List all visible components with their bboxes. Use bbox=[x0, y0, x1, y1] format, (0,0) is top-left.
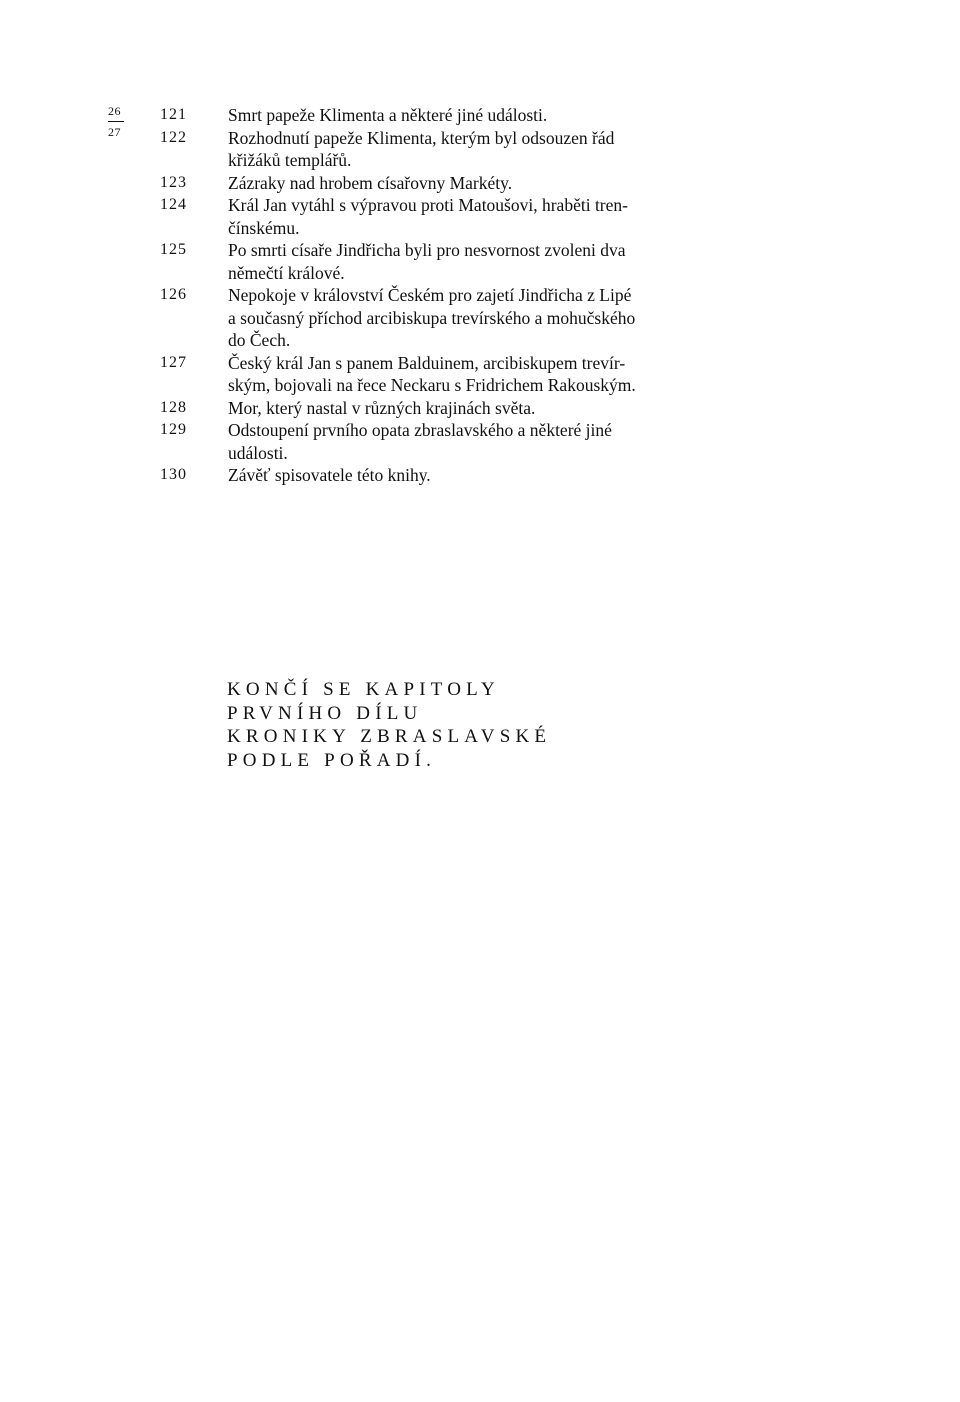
chapter-number: 127 bbox=[160, 353, 187, 371]
chapter-entry bbox=[160, 104, 720, 127]
chapter-entry bbox=[160, 419, 720, 464]
closing-line: PRVNÍHO DÍLU bbox=[227, 702, 423, 724]
page-reference-top: 26 bbox=[108, 104, 124, 122]
chapter-title: Po smrti císaře Jindřicha byli pro nesvornost zvoleni dva němečtí králové. bbox=[228, 240, 626, 283]
chapter-number: 123 bbox=[160, 173, 187, 191]
chapter-title: Rozhodnutí papeže Klimenta, kterým byl odsouzen řád křižáků templářů. bbox=[228, 127, 615, 170]
chapter-entry bbox=[160, 239, 720, 284]
chapter-entry bbox=[160, 127, 720, 172]
chapter-title: Český král Jan s panem Balduinem, arcibiskupem trevír- ským, bojovali na řece Neckaru s Fridrichem Rakouským. bbox=[228, 352, 636, 395]
chapter-number: 125 bbox=[160, 241, 187, 258]
chapter-entry bbox=[160, 284, 720, 352]
closing-line: KONČÍ SE KAPITOLY bbox=[227, 679, 500, 700]
chapter-entry bbox=[160, 352, 720, 397]
chapter-number: 126 bbox=[160, 286, 187, 303]
closing-line: KRONIKY ZBRASLAVSKÉ bbox=[227, 726, 552, 747]
chapter-title: Zázraky nad hrobem císařovny Markéty. bbox=[228, 172, 513, 193]
chapter-list bbox=[160, 104, 720, 487]
chapter-title: Mor, který nastal v různých krajinách světa. bbox=[228, 397, 536, 418]
chapter-title: Nepokoje v království Českém pro zajetí Jindřicha z Lipé a současný příchod arcibiskupa trevírského a mohučského do Čech. bbox=[228, 285, 636, 350]
closing-statement bbox=[227, 678, 551, 772]
chapter-title: Závěť spisovatele této knihy. bbox=[228, 465, 431, 485]
chapter-number: 129 bbox=[160, 421, 187, 438]
chapter-entry bbox=[160, 464, 720, 487]
closing-line: PODLE POŘADÍ. bbox=[227, 749, 437, 771]
chapter-entry bbox=[160, 172, 720, 195]
chapter-number: 124 bbox=[160, 196, 187, 213]
chapter-number: 121 bbox=[160, 106, 187, 123]
chapter-number: 122 bbox=[160, 128, 187, 146]
page-reference-bottom: 27 bbox=[108, 125, 121, 139]
chapter-entry bbox=[160, 397, 720, 420]
chapter-title: Král Jan vytáhl s výpravou proti Matoušovi, hraběti tren- čínskému. bbox=[228, 195, 628, 238]
chapter-number: 130 bbox=[160, 466, 187, 483]
page-reference bbox=[108, 104, 128, 139]
chapter-entry bbox=[160, 194, 720, 239]
chapter-title: Odstoupení prvního opata zbraslavského a některé jiné události. bbox=[228, 420, 612, 463]
chapter-number: 128 bbox=[160, 398, 187, 416]
chapter-title: Smrt papeže Klimenta a některé jiné události. bbox=[228, 105, 548, 125]
